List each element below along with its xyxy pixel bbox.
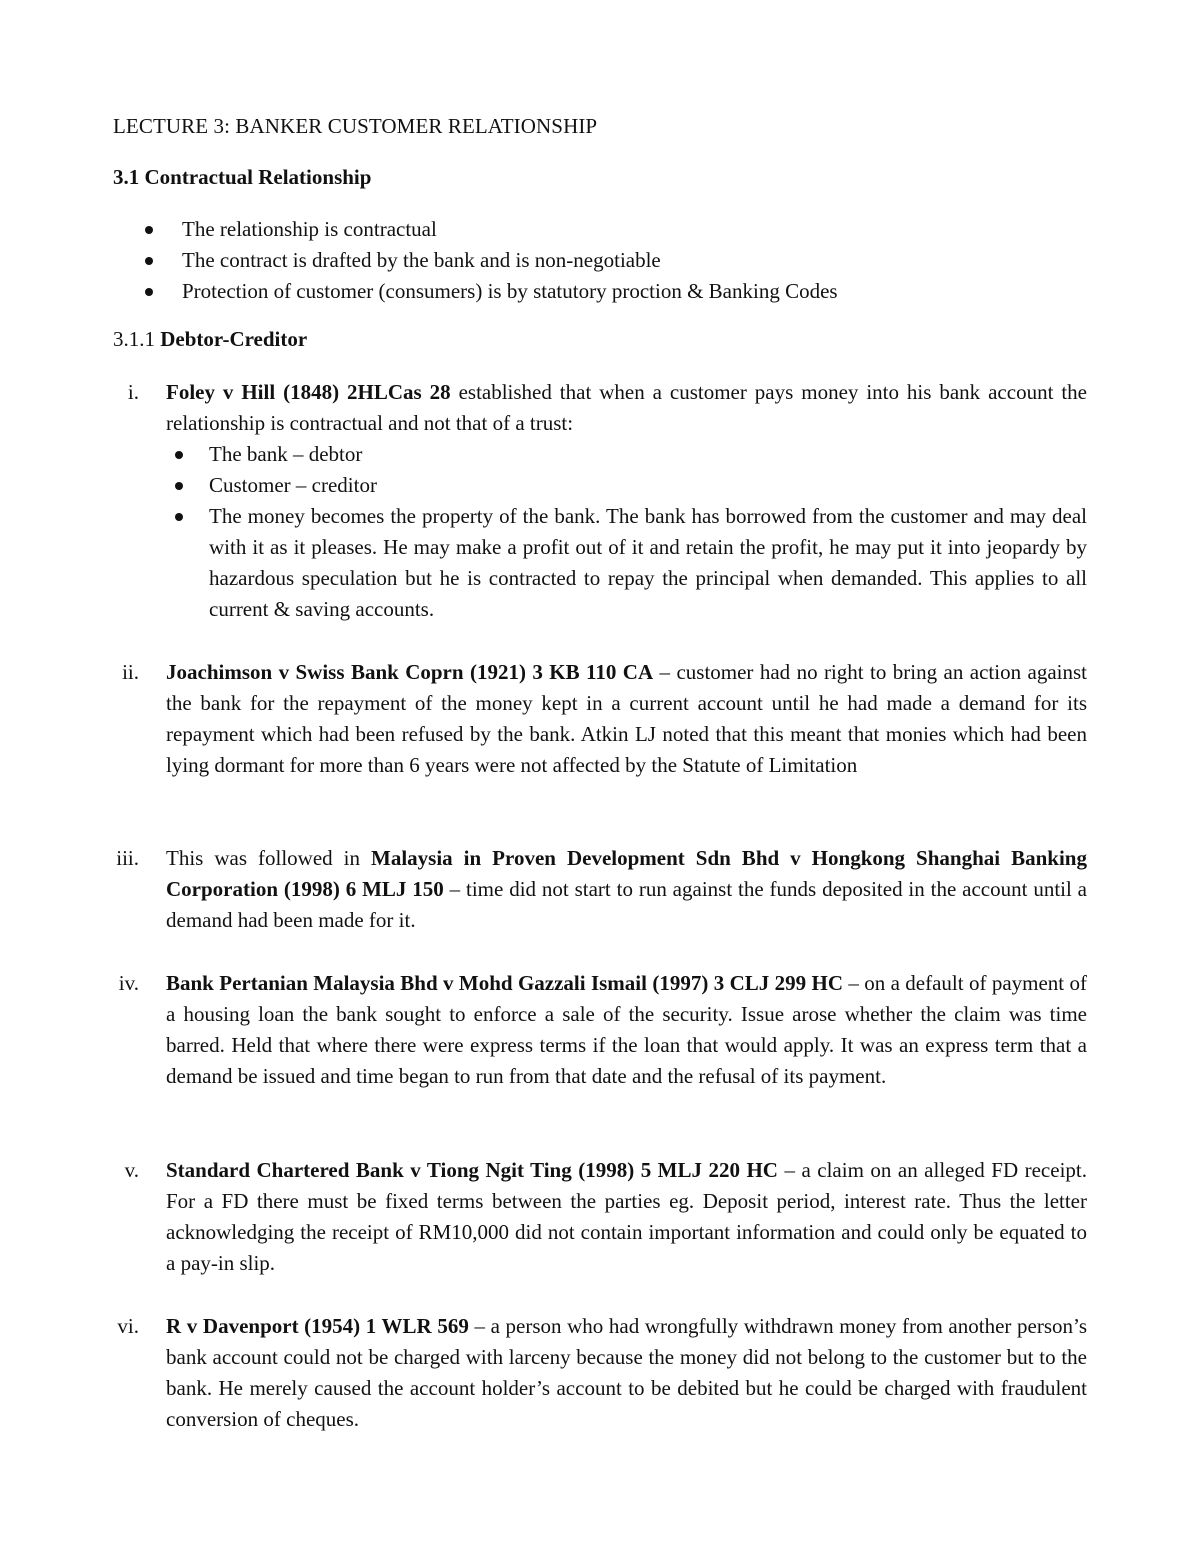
case-text: – time did not start to run against the funds deposited in the account until a demand had been made for it. bbox=[166, 877, 1088, 932]
case-lead-text: This was followed in bbox=[166, 846, 371, 870]
bullet-icon bbox=[175, 482, 183, 490]
bullet-icon bbox=[145, 226, 153, 234]
case-numeral: iv. bbox=[118, 971, 139, 995]
case-name: Malaysia in Proven Development Sdn Bhd v Hongkong Shanghai Banking Corporation (1998) 6 MLJ 150 bbox=[166, 846, 1087, 901]
list-item bbox=[166, 501, 1087, 625]
list-item bbox=[145, 276, 838, 307]
list-item bbox=[145, 245, 838, 276]
case-body bbox=[166, 1155, 1087, 1279]
case-numeral: vi. bbox=[117, 1314, 139, 1338]
subsection-heading bbox=[113, 327, 307, 352]
bullet-text: The money becomes the property of the bank. The bank has borrowed from the customer and may deal with it as it pleases. He may make a profit out of it and retain the profit, he may put it into jeopardy by hazardous speculation but he is contracted to repay the principal when demanded. This applies to all current & saving accounts. bbox=[209, 504, 1087, 621]
bullet-icon bbox=[145, 288, 153, 296]
bullet-text: Protection of customer (consumers) is by statutory proction & Banking Codes bbox=[182, 279, 838, 303]
bullet-icon bbox=[175, 451, 183, 459]
list-item bbox=[166, 470, 1087, 501]
bullet-text: The bank – debtor bbox=[209, 442, 363, 466]
case-body bbox=[166, 968, 1087, 1092]
case-text: established that when a customer pays money into his bank account the relationship is contractual and not that of a trust: bbox=[166, 380, 1087, 435]
bullet-text: Customer – creditor bbox=[209, 473, 377, 497]
case-name: Standard Chartered Bank v Tiong Ngit Ting (1998) 5 MLJ 220 HC bbox=[166, 1158, 778, 1182]
case-body bbox=[166, 377, 1087, 625]
case-name: Bank Pertanian Malaysia Bhd v Mohd Gazzali Ismail (1997) 3 CLJ 299 HC bbox=[166, 971, 843, 995]
bullet-icon bbox=[175, 513, 183, 521]
case-numeral: ii. bbox=[122, 660, 139, 684]
case-bullet-list bbox=[166, 439, 1087, 625]
bullet-icon bbox=[145, 257, 153, 265]
case-text: – customer had no right to bring an action against the bank for the repayment of the money kept in a current account until he had made a demand for its repayment which had been refused by the bank. Atkin LJ noted that this meant that monies which had been lying dormant for more than 6 years were not affected by the Statute of Limitation bbox=[166, 660, 1087, 777]
case-text: – on a default of payment of a housing loan the bank sought to enforce a sale of the security. Issue arose whether the claim was time barred. Held that where there were express terms if the loan that would apply. It was an express term that a demand be issued and time began to run from that date and the refusal of its payment. bbox=[166, 971, 1087, 1088]
subsection-title: Debtor-Creditor bbox=[160, 327, 308, 351]
document-title: LECTURE 3: BANKER CUSTOMER RELATIONSHIP bbox=[113, 114, 598, 138]
case-numeral: v. bbox=[124, 1158, 139, 1182]
section-bullet-list bbox=[145, 214, 838, 307]
case-body bbox=[166, 843, 1087, 936]
subsection-number: 3.1.1 bbox=[113, 327, 161, 351]
case-text: – a claim on an alleged FD receipt. For a FD there must be fixed terms between the parties eg. Deposit period, interest rate. Thus the letter acknowledging the receipt of RM10,000 did not contain important information and could only be equated to a pay-in slip. bbox=[166, 1158, 1087, 1275]
case-name: Foley v Hill (1848) 2HLCas 28 bbox=[166, 380, 451, 404]
case-body bbox=[166, 657, 1087, 781]
case-numeral: iii. bbox=[116, 846, 139, 870]
bullet-text: The relationship is contractual bbox=[182, 217, 437, 241]
bullet-text: The contract is drafted by the bank and is non-negotiable bbox=[182, 248, 661, 272]
case-name: R v Davenport (1954) 1 WLR 569 bbox=[166, 1314, 469, 1338]
case-body bbox=[166, 1311, 1087, 1435]
section-heading: 3.1 Contractual Relationship bbox=[113, 165, 372, 189]
case-name: Joachimson v Swiss Bank Coprn (1921) 3 KB 110 CA bbox=[166, 660, 654, 684]
list-item bbox=[166, 439, 1087, 470]
case-numeral: i. bbox=[127, 380, 139, 404]
list-item bbox=[145, 214, 838, 245]
case-text: – a person who had wrongfully withdrawn money from another person’s bank account could not be charged with larceny because the money did not belong to the customer but to the bank. He merely caused the account holder’s account to be debited but he could be charged with fraudulent conversion of cheques. bbox=[166, 1314, 1087, 1431]
